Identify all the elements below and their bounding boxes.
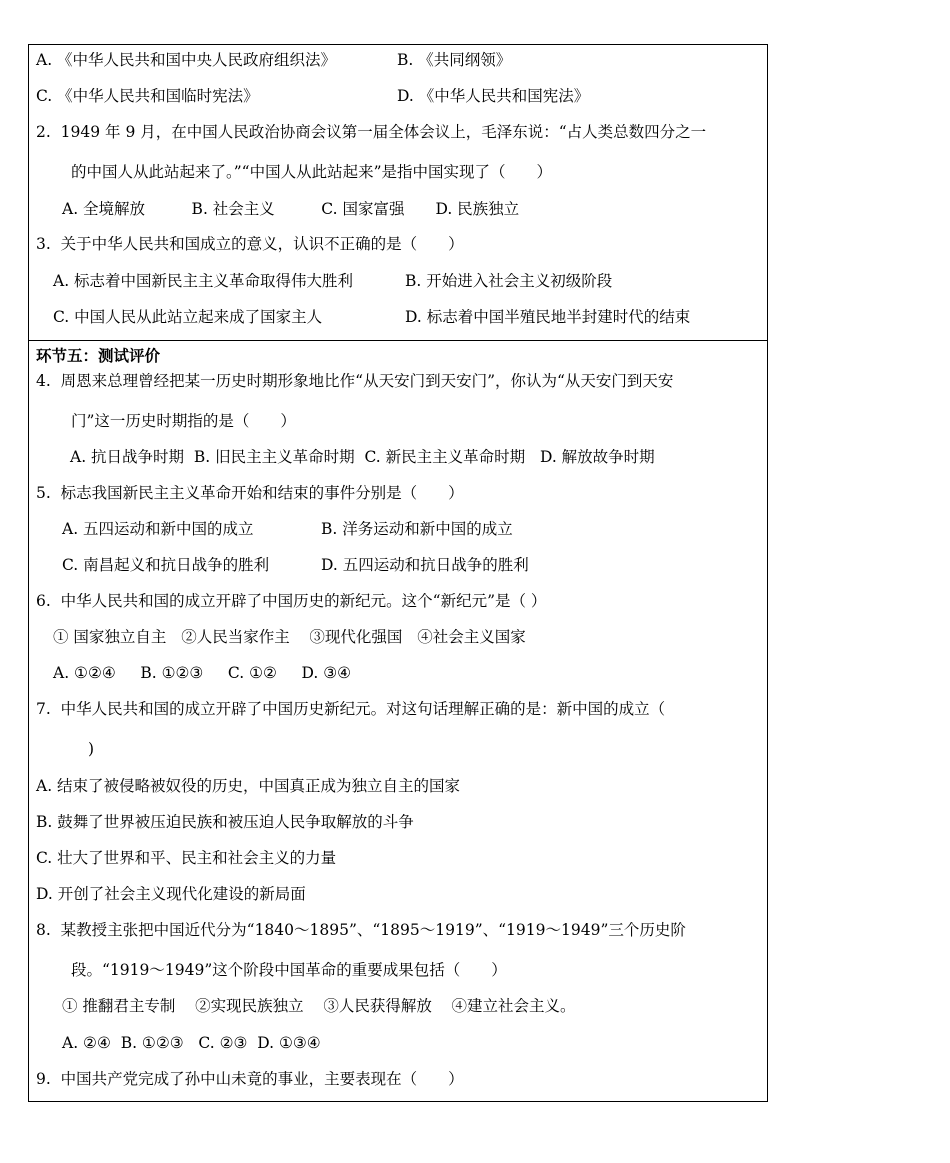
q5-option-d: D. 五四运动和抗日战争的胜利 (321, 556, 529, 574)
q8-items: ① 推翻君主专制 ②实现民族独立 ③人民获得解放 ④建立社会主义。 (62, 997, 576, 1015)
q6-items: ① 国家独立自主 ②人民当家作主 ③现代化强国 ④社会主义国家 (53, 628, 526, 646)
q1-option-a: A. 《中华人民共和国中央人民政府组织法》 (36, 51, 337, 69)
q7-option-d: D. 开创了社会主义现代化建设的新局面 (36, 885, 306, 903)
q6-stem: 6. 中华人民共和国的成立开辟了中国历史的新纪元。这个“新纪元”是（ ） (36, 592, 547, 610)
section-heading: 环节五：测试评价 (36, 346, 161, 365)
section-divider (28, 340, 768, 341)
q5-option-a: A. 五四运动和新中国的成立 (62, 520, 254, 538)
q5-option-b: B. 洋务运动和新中国的成立 (321, 520, 513, 538)
q7-option-c: C. 壮大了世界和平、民主和社会主义的力量 (36, 849, 337, 867)
q3-stem: 3. 关于中华人民共和国成立的意义，认识不正确的是（ ） (36, 235, 464, 253)
q3-option-a: A. 标志着中国新民主主义革命取得伟大胜利 (53, 272, 354, 290)
q7-option-a: A. 结束了被侵略被奴役的历史，中国真正成为独立自主的国家 (36, 777, 461, 795)
q4-options: A. 抗日战争时期 B. 旧民主主义革命时期 C. 新民主主义革命时期 D. 解放故争时期 (70, 448, 655, 466)
q4-stem-line2: 门”这一历史时期指的是（ ） (71, 412, 296, 430)
q7-option-b: B. 鼓舞了世界被压迫民族和被压迫人民争取解放的斗争 (36, 813, 414, 831)
q2-stem-line1: 2. 1949 年 9 月，在中国人民政治协商会议第一届全体会议上，毛泽东说：“占人类总数四分之一 (36, 123, 707, 141)
q8-stem-line2: 段。“1919～1949”这个阶段中国革命的重要成果包括（ ） (71, 961, 507, 979)
q8-options: A. ②④ B. ①②③ C. ②③ D. ①③④ (62, 1034, 321, 1052)
q2-stem-line2: 的中国人从此站起来了。”“中国人从此站起来”是指中国实现了（ ） (71, 163, 553, 181)
q1-option-c: C. 《中华人民共和国临时宪法》 (36, 87, 259, 105)
q1-option-b: B. 《共同纲领》 (397, 51, 512, 69)
q9-stem: 9. 中国共产党完成了孙中山未竟的事业，主要表现在（ ） (36, 1070, 464, 1088)
q3-option-d: D. 标志着中国半殖民地半封建时代的结束 (405, 308, 691, 326)
q2-options: A. 全境解放 B. 社会主义 C. 国家富强 D. 民族独立 (62, 200, 520, 218)
q7-stem-line1: 7. 中华人民共和国的成立开辟了中国历史新纪元。对这句话理解正确的是：新中国的成立（ (36, 700, 666, 718)
q1-option-d: D. 《中华人民共和国宪法》 (397, 87, 590, 105)
q3-option-b: B. 开始进入社会主义初级阶段 (405, 272, 613, 290)
q5-stem: 5. 标志我国新民主主义革命开始和结束的事件分别是（ ） (36, 484, 464, 502)
q5-option-c: C. 南昌起义和抗日战争的胜利 (62, 556, 270, 574)
q7-stem-line2: ) (88, 740, 95, 758)
q3-option-c: C. 中国人民从此站立起来成了国家主人 (53, 308, 323, 326)
q4-stem-line1: 4. 周恩来总理曾经把某一历史时期形象地比作“从天安门到天安门”，你认为“从天安门到天安 (36, 372, 674, 390)
q6-options: A. ①②④ B. ①②③ C. ①② D. ③④ (53, 664, 352, 682)
q8-stem-line1: 8. 某教授主张把中国近代分为“1840～1895”、“1895～1919”、“1919～1949”三个历史阶 (36, 921, 686, 939)
